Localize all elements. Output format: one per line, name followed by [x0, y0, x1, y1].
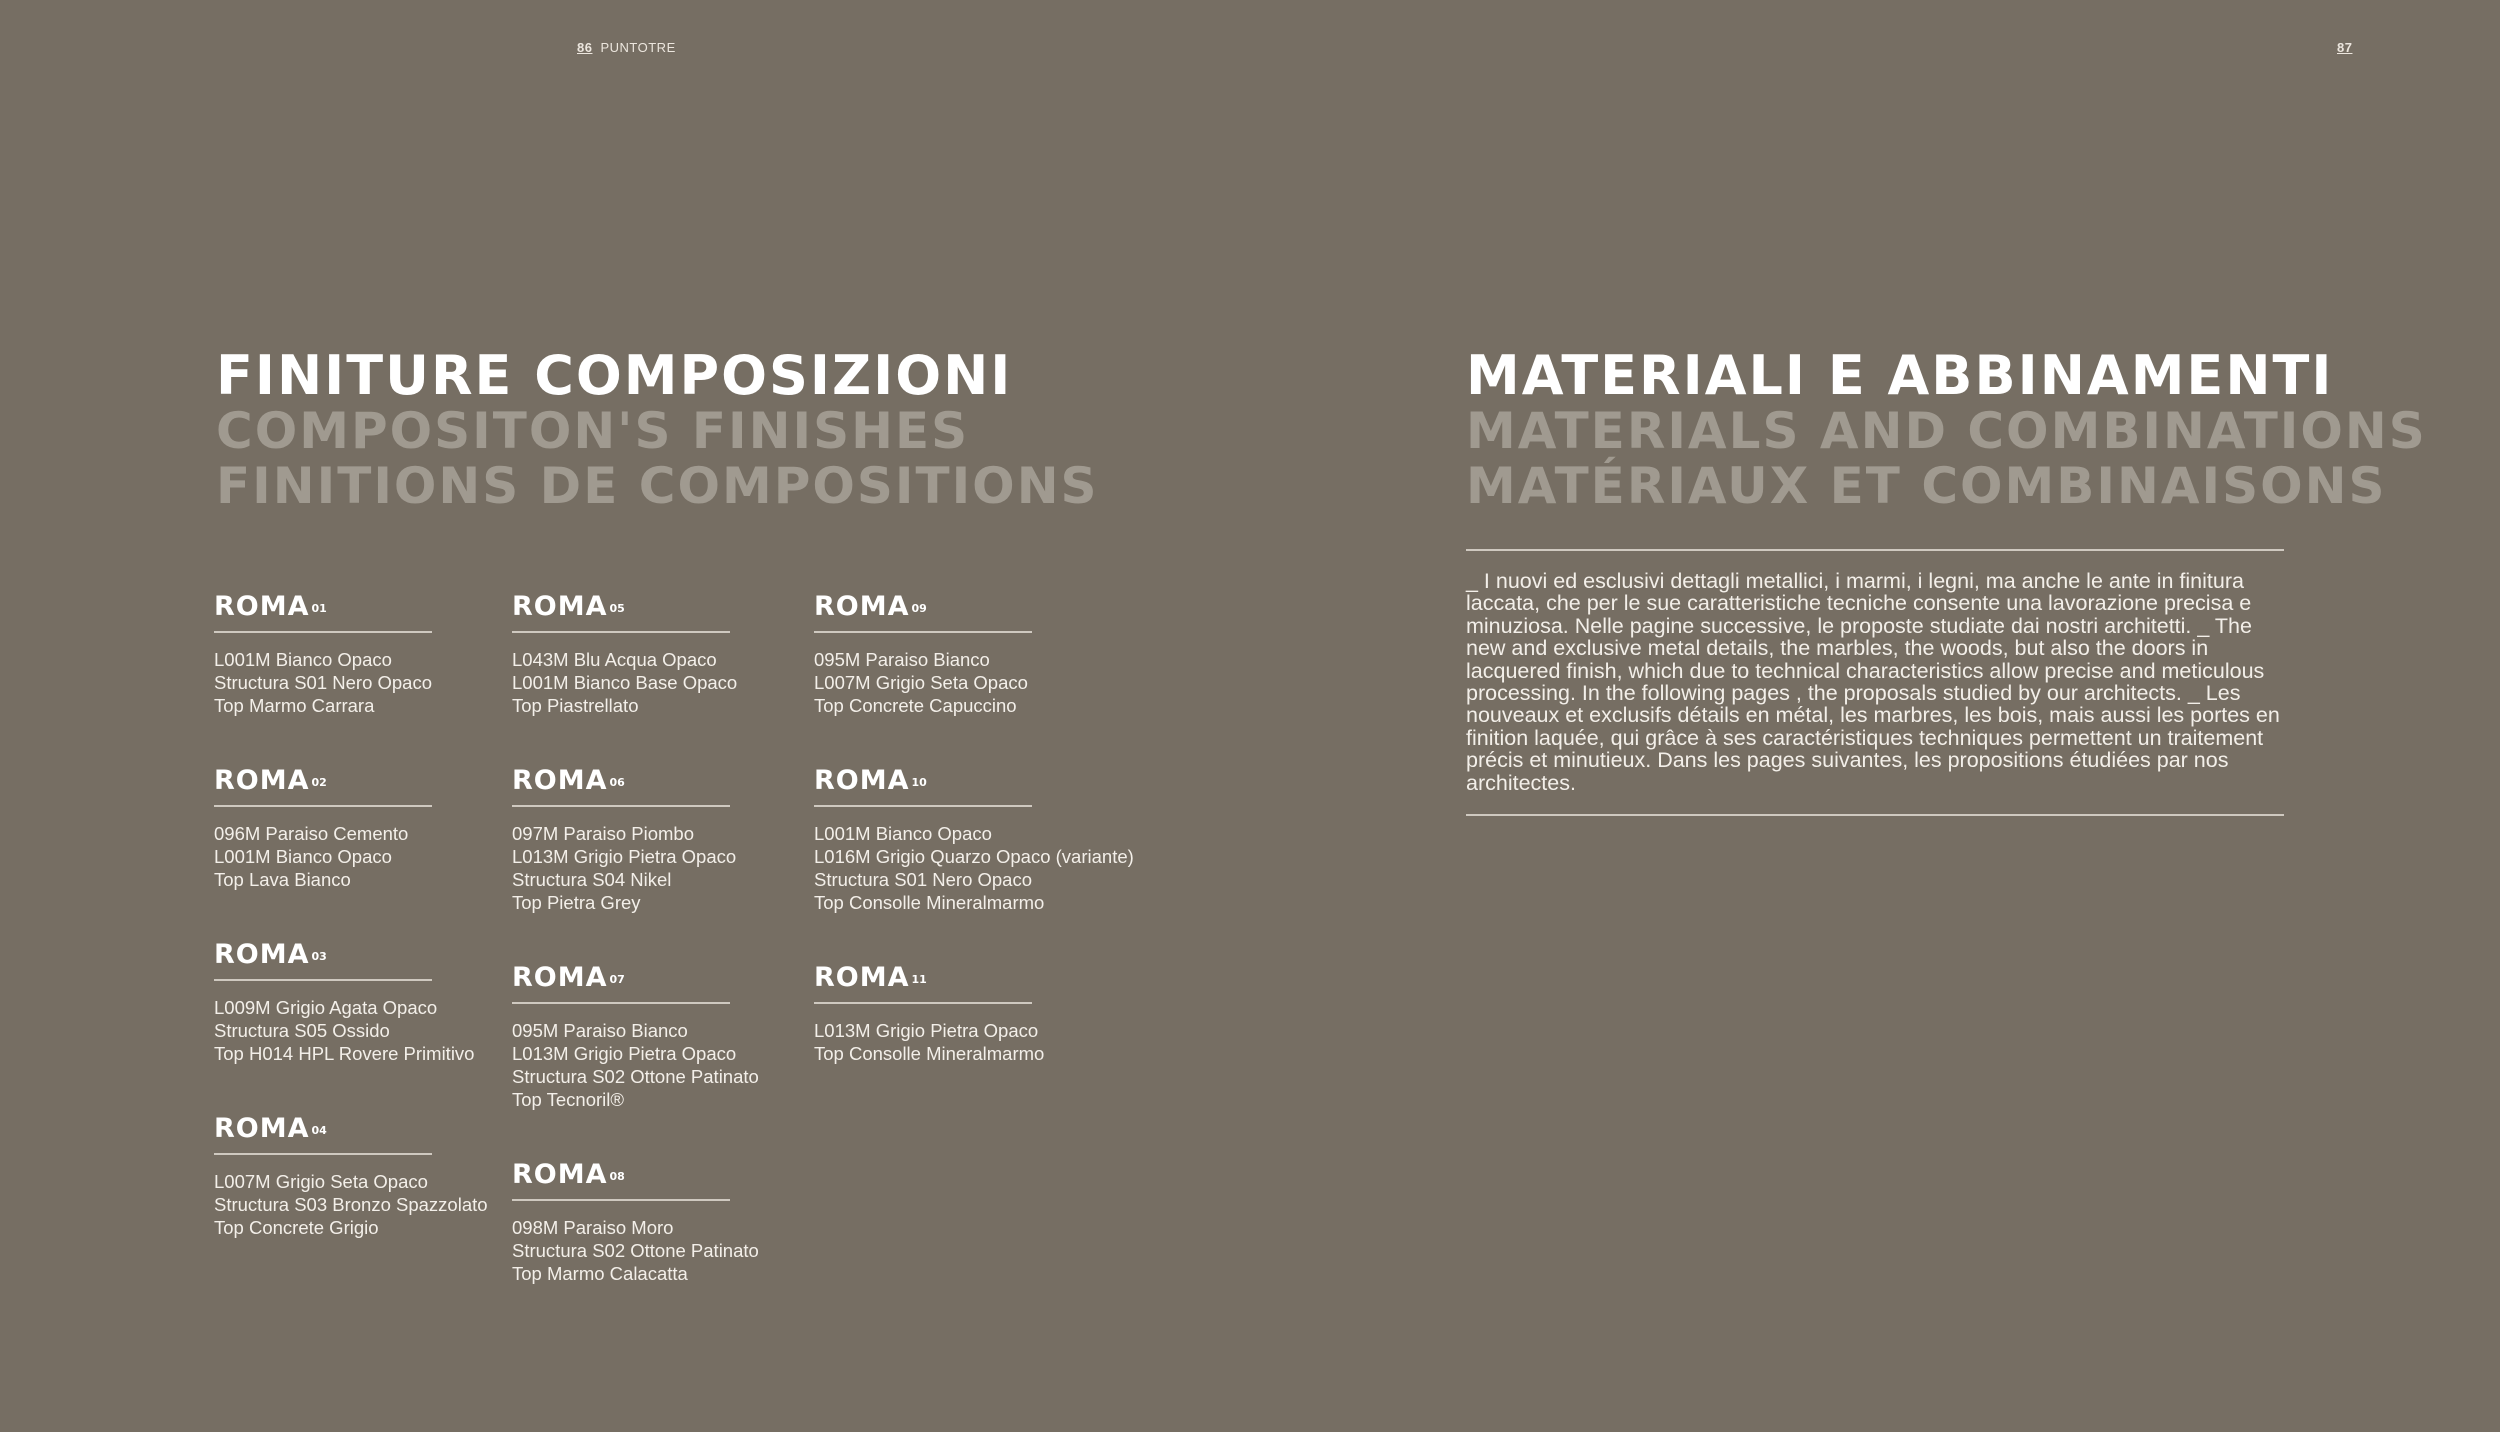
composition-divider: [214, 1153, 432, 1155]
composition-number: 04: [311, 1124, 327, 1137]
composition-roma-02: [214, 762, 488, 891]
composition-number: 09: [911, 602, 927, 615]
composition-title: ROMA $^{09}$: [814, 591, 927, 622]
finishes-subtitle-fr: FINITIONS DE COMPOSITIONS: [216, 457, 1099, 515]
composition-title: ROMA $^{11}$: [814, 962, 927, 993]
finish-line: Structura S04 Nikel: [512, 869, 672, 890]
composition-roma-09: [814, 588, 1134, 717]
composition-number: 06: [609, 776, 625, 789]
composition-number: 08: [609, 1170, 625, 1183]
page-folio-left: [577, 40, 676, 55]
finish-line: Structura S05 Ossido: [214, 1020, 390, 1041]
composition-divider: [214, 631, 432, 633]
finish-line: Top Tecnoril®: [512, 1089, 625, 1110]
finish-line: L001M Bianco Opaco: [214, 649, 392, 670]
finish-line: Top Lava Bianco: [214, 869, 351, 890]
finish-line: L001M Bianco Opaco: [214, 846, 392, 867]
finish-line: 095M Paraiso Bianco: [814, 649, 990, 670]
finishes-title: FINITURE COMPOSIZIONI: [216, 344, 1013, 407]
finish-line: Structura S02 Ottone Patinato: [512, 1066, 759, 1087]
composition-title: ROMA $^{08}$: [512, 1159, 625, 1190]
finish-line: L016M Grigio Quarzo Opaco (variante): [814, 846, 1134, 867]
finish-line: Top Concrete Grigio: [214, 1217, 379, 1238]
finish-line: Structura S03 Bronzo Spazzolato: [214, 1194, 488, 1215]
composition-roma-11: [814, 959, 1134, 1065]
composition-divider: [814, 1002, 1032, 1004]
composition-divider: [814, 631, 1032, 633]
materials-title: MATERIALI E ABBINAMENTI: [1466, 344, 2334, 407]
page-folio-right: [2337, 40, 2360, 55]
finish-line: 097M Paraiso Piombo: [512, 823, 695, 844]
composition-divider: [814, 805, 1032, 807]
finish-line: L001M Bianco Opaco: [814, 823, 992, 844]
finish-line: L043M Blu Acqua Opaco: [512, 649, 717, 670]
composition-divider: [214, 805, 432, 807]
brand-name: PUNTOTRE: [600, 40, 676, 55]
finish-line: Structura S01 Nero Opaco: [214, 672, 432, 693]
finish-line: Top Consolle Mineralmarmo: [814, 892, 1045, 913]
composition-roma-05: [512, 588, 759, 717]
finishes-heading: [216, 344, 1099, 515]
materials-subtitle-fr: MATÉRIAUX ET COMBINAISONS: [1466, 457, 2387, 515]
divider-bottom: [1466, 814, 2284, 816]
composition-title: ROMA $^{04}$: [214, 1113, 327, 1144]
composition-title: ROMA $^{10}$: [814, 765, 927, 796]
composition-number: 03: [311, 950, 327, 963]
composition-roma-01: [214, 588, 488, 717]
composition-number: 07: [609, 973, 625, 986]
composition-title: ROMA $^{07}$: [512, 962, 625, 993]
composition-roma-06: [512, 762, 759, 914]
composition-column-2: [512, 588, 759, 1330]
materials-description: _ I nuovi ed esclusivi dettagli metallici, i marmi, i legni, ma anche le ante in finitura laccata, che per le sue caratteristiche tecniche consente una lavorazione precisa e minuziosa. Nelle pagine successive, le proposte studiate dai nostri architetti. _ The new and exclusive metal details, the marbles, the woods, but also the doors in lacquered finish, which due to technical characteristics allow precise and meticulous processing. In the following pages , the proposals studied by our architects. _ Les nouveaux et exclusifs détails en métal, les marbres, les bois, mais aussi les portes en finition laquée, qui grâce à ses caractéristiques techniques permettent un traitement précis et minutieux. Dans les pages suivantes, les propositions étudiées par nos architectes.: [1466, 569, 2280, 795]
composition-number: 02: [311, 776, 327, 789]
finish-line: Top Marmo Carrara: [214, 695, 375, 716]
materials-subtitle-en: MATERIALS AND COMBINATIONS: [1466, 402, 2427, 460]
finish-line: 098M Paraiso Moro: [512, 1217, 674, 1238]
finish-line: L001M Bianco Base Opaco: [512, 672, 738, 693]
finish-line: Structura S02 Ottone Patinato: [512, 1240, 759, 1261]
finish-line: Structura S01 Nero Opaco: [814, 869, 1032, 890]
finish-line: Top Piastrellato: [512, 695, 639, 716]
finish-line: L013M Grigio Pietra Opaco: [814, 1020, 1039, 1041]
composition-title: ROMA $^{01}$: [214, 591, 327, 622]
finish-line: L007M Grigio Seta Opaco: [214, 1171, 428, 1192]
finish-line: 095M Paraiso Bianco: [512, 1020, 688, 1041]
composition-divider: [512, 1002, 730, 1004]
composition-roma-08: [512, 1156, 759, 1285]
page-number-right: 87: [2337, 40, 2353, 55]
composition-divider: [214, 979, 432, 981]
composition-number: 05: [609, 602, 625, 615]
composition-column-1: [214, 588, 488, 1284]
finish-line: Top Marmo Calacatta: [512, 1263, 688, 1284]
finish-line: L007M Grigio Seta Opaco: [814, 672, 1028, 693]
composition-roma-10: [814, 762, 1134, 914]
composition-roma-04: [214, 1110, 488, 1239]
composition-number: 10: [911, 776, 927, 789]
finish-line: L013M Grigio Pietra Opaco: [512, 1043, 737, 1064]
finish-line: Top H014 HPL Rovere Primitivo: [214, 1043, 475, 1064]
finish-line: L009M Grigio Agata Opaco: [214, 997, 438, 1018]
composition-roma-03: [214, 936, 488, 1065]
materials-heading: [1466, 344, 2427, 515]
composition-title: ROMA $^{05}$: [512, 591, 625, 622]
composition-title: ROMA $^{06}$: [512, 765, 625, 796]
finish-line: 096M Paraiso Cemento: [214, 823, 409, 844]
composition-roma-07: [512, 959, 759, 1111]
composition-divider: [512, 805, 730, 807]
page-number-left: 86: [577, 40, 593, 55]
finish-line: Top Consolle Mineralmarmo: [814, 1043, 1045, 1064]
composition-column-3: [814, 588, 1134, 1110]
composition-title: ROMA $^{03}$: [214, 939, 327, 970]
composition-divider: [512, 1199, 730, 1201]
finish-line: Top Concrete Capuccino: [814, 695, 1017, 716]
composition-title: ROMA $^{02}$: [214, 765, 327, 796]
composition-number: 01: [311, 602, 327, 615]
finishes-subtitle-en: COMPOSITON'S FINISHES: [216, 402, 970, 460]
finish-line: L013M Grigio Pietra Opaco: [512, 846, 737, 867]
divider-top: [1466, 549, 2284, 551]
finish-line: Top Pietra Grey: [512, 892, 641, 913]
composition-divider: [512, 631, 730, 633]
composition-number: 11: [911, 973, 927, 986]
